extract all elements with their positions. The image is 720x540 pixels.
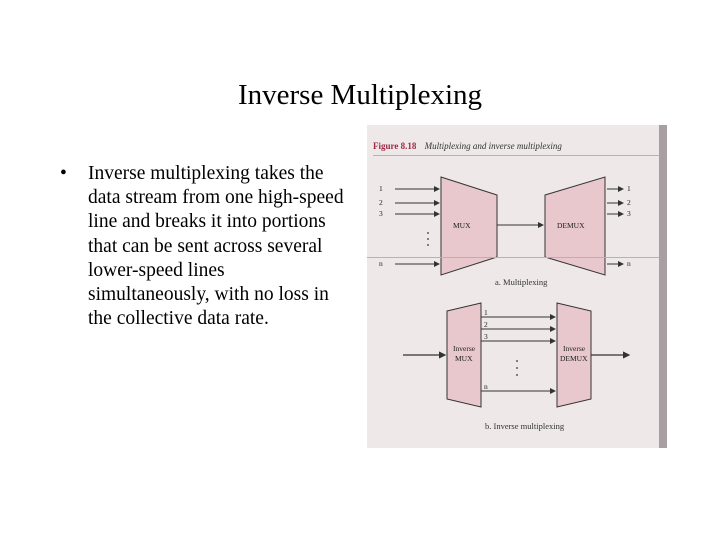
subcaption-multiplexing: a. Multiplexing [495, 277, 548, 287]
slide-title: Inverse Multiplexing [237, 79, 483, 111]
demux-line-labels-right [627, 184, 631, 268]
figure-number: Figure 8.18 [373, 141, 417, 151]
demux-line-label: 2 [627, 198, 631, 207]
demux-label: DEMUX [557, 221, 585, 230]
inverse-line-label: n [484, 382, 488, 391]
demux-line-label: 3 [627, 209, 631, 218]
inverse-line-label: 1 [484, 308, 488, 317]
mux-vertical-dots [427, 232, 429, 246]
inverse-mux-label-line2: MUX [455, 354, 473, 363]
inverse-line-labels [484, 308, 488, 391]
figure-caption: Multiplexing and inverse multiplexing [424, 141, 562, 151]
figure-page-edge [659, 125, 667, 448]
bullet-item [60, 162, 350, 331]
demux-line-label: n [627, 259, 631, 268]
mux-line-label: 1 [379, 184, 383, 193]
mux-line-labels-left [379, 184, 383, 268]
mux-line-label: 3 [379, 209, 383, 218]
demux-line-label: 1 [627, 184, 631, 193]
inverse-demux-label-line1: Inverse [563, 344, 586, 353]
inverse-line-label: 3 [484, 332, 488, 341]
inverse-vertical-dots [516, 360, 518, 376]
inverse-line-label: 2 [484, 320, 488, 329]
inverse-demux-label-line2: DEMUX [560, 354, 588, 363]
demux-output-lines [607, 189, 623, 264]
mux-line-label: n [379, 259, 383, 268]
mux-label: MUX [453, 221, 471, 230]
mux-input-lines [395, 189, 439, 264]
figure-scan [367, 125, 667, 448]
bullet-text: Inverse multiplexing takes the data stream from one high-speed line and breaks it into portions that can be sent across several lower-speed lines simultaneously, with no loss in the collective data rate. [88, 163, 344, 330]
inverse-mux-label-line1: Inverse [453, 344, 476, 353]
figure-part-divider [367, 257, 659, 258]
subcaption-inverse-multiplexing: b. Inverse multiplexing [485, 421, 565, 431]
bullet-dot-icon: • [60, 163, 67, 184]
mux-line-label: 2 [379, 198, 383, 207]
inverse-link-lines [481, 317, 555, 391]
